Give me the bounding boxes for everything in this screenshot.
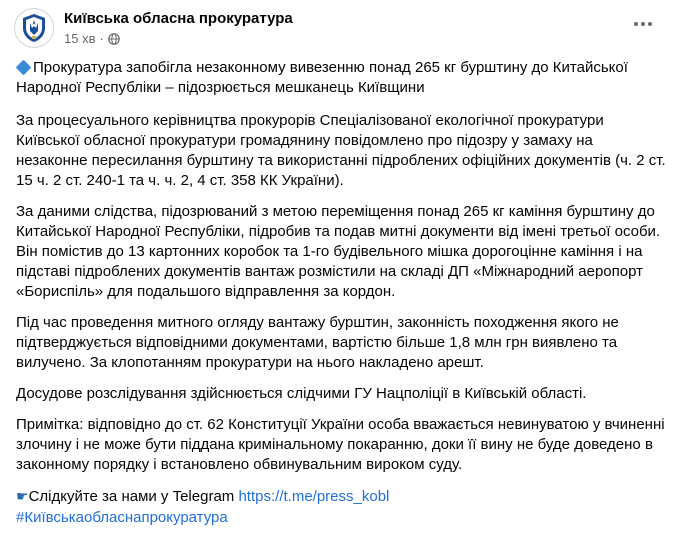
post-meta [64, 31, 120, 46]
meta-separator: · [99, 31, 104, 46]
hashtag-paragraph [16, 508, 666, 528]
prosecutor-emblem-icon [21, 13, 47, 43]
page-name-link[interactable]: Київська обласна прокуратура [64, 10, 293, 27]
more-options-button[interactable] [627, 10, 659, 38]
telegram-link[interactable]: https://t.me/press_kobl [238, 488, 390, 505]
avatar[interactable] [14, 8, 54, 48]
post-body [16, 58, 666, 539]
post-paragraph-4: Досудове розслідування здійснюється слідчими ГУ Нацполіції в Київській області. [16, 385, 587, 402]
more-horizontal-icon [633, 21, 653, 27]
globe-icon[interactable] [108, 33, 120, 45]
post-paragraph-1: За процесуального керівництва прокурорів Спеціалізованої екологічної прокуратури Київської обласної прокуратури громадянину повідомлено про підозру у замаху на незаконне пересилання бурштину та використанні підроблених офіційних документів (ч. 2 ст. 15 ч. 2 ст. 240-1 та ч. ч. 2, 4 ст. 358 КК України). [16, 112, 666, 189]
post-timestamp[interactable]: 15 хв [64, 31, 96, 46]
pointing-hand-icon: ☛ [16, 488, 29, 504]
post-headline: Прокуратура запобігла незаконному вивезенню понад 265 кг бурштину до Китайської Народної Республіки – підозрюється мешканець Київщини [16, 59, 628, 96]
hashtag-link[interactable]: #Київськаобласнапрокуратура [16, 509, 228, 526]
post-header [14, 6, 659, 50]
post-headline-paragraph [16, 58, 666, 98]
blue-diamond-icon [16, 60, 32, 76]
post-paragraph-3: Під час проведення митного огляду вантажу бурштин, законність походження якого не підтверджується відповідними документами, вартістю більше 1,8 млн грн виявлено та вилучено. За клопотанням прокуратури на нього накладено арешт. [16, 314, 619, 371]
post-paragraph-5: Примітка: відповідно до ст. 62 Конституції України особа вважається невинуватою у вчиненні злочину і не може бути піддана кримінальному покаранню, доки її вину не буде доведено в законному порядку і встановлено обвинувальним вироком суду. [16, 416, 665, 473]
post-paragraph-2: За даними слідства, підозрюваний з метою переміщення понад 265 кг каміння бурштину до Китайської Народної Республіки, підробив та подав митні документи від імені третьої особи. Він помістив до 13 картонних коробок та 1-го будівельного мішка дорогоцінне каміння і на підставі підроблених документів вантаж розмістили на складі ДП «Міжнародний аеропорт «Бориспіль» для подальшого відправлення за кордон. [16, 203, 661, 300]
telegram-paragraph [16, 486, 666, 507]
telegram-text: Слідкуйте за нами у Telegram [28, 488, 235, 505]
